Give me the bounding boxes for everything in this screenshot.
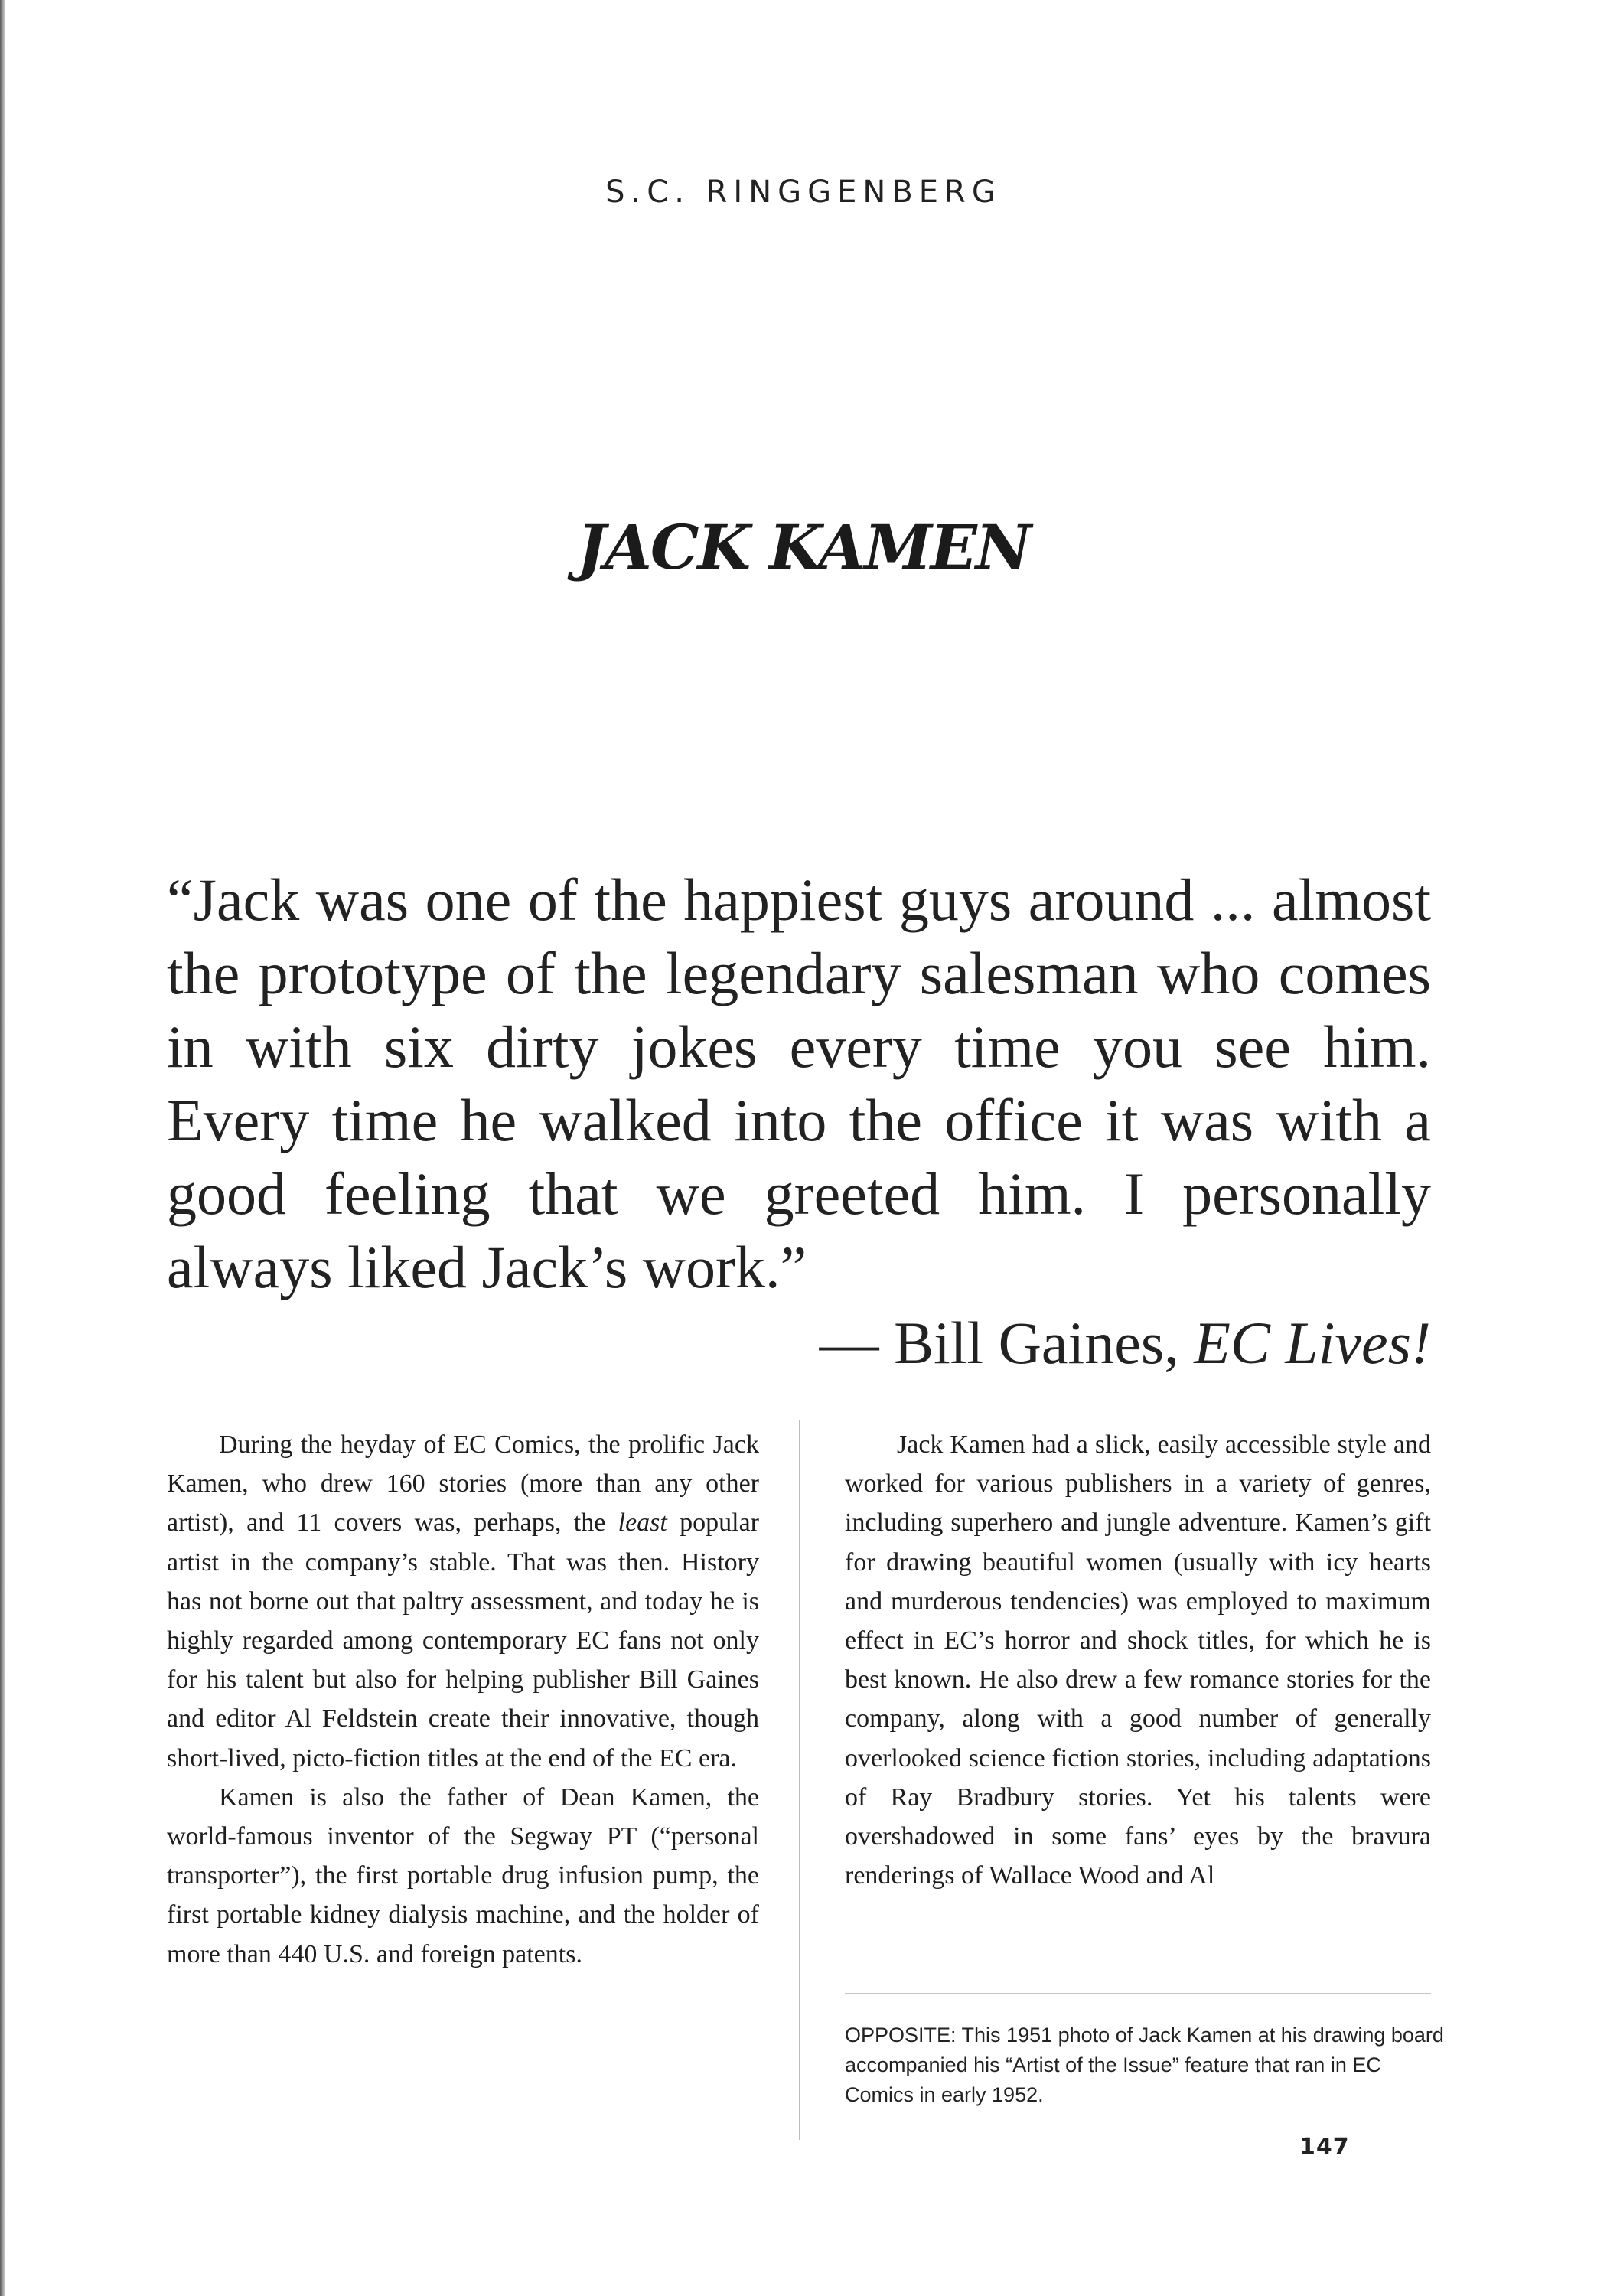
- body-paragraph: Jack Kamen had a slick, easily accessible style and worked for various publishers in a variety of genres, including superhero and jungle adventure. Kamen’s gift for drawing beautiful women (usually with icy hearts and murderous tendencies) was employed to maximum effect in EC’s horror and shock titles, for which he is best known. He also drew a few romance stories for the company, along with a good number of generally overlooked science fiction stories, including adaptations of Ray Bradbury stories. Yet his talents were overshadowed in some fans’ eyes by the bravura renderings of Wallace Wood and Al: [845, 1430, 1431, 1890]
- attribution-author: — Bill Gaines,: [819, 1309, 1195, 1376]
- caption-rule: [845, 1993, 1431, 1994]
- epigraph-quote: “Jack was one of the happiest guys around ... almost the prototype of the legendary salesman who comes in with six dirty jokes every time you see him. Every time he walked into the office it was with a good feeling that we greeted him. I personally always liked Jack’s work.”: [167, 866, 1431, 1300]
- body-column-left: [167, 1425, 759, 1974]
- body-paragraph: Kamen is also the father of Dean Kamen, the world-famous inventor of the Segway PT (“personal transporter”), the first portable drug infusion pump, the first portable kidney dialysis machine, and the holder of more than 440 U.S. and foreign patents.: [167, 1782, 759, 1968]
- quote-attribution: [820, 1309, 1431, 1378]
- column-divider: [799, 1420, 800, 2140]
- author-header: S.C. RINGGENBERG: [605, 174, 1002, 210]
- page-spine-edge: [0, 0, 5, 2296]
- emphasis-word: least: [618, 1508, 667, 1538]
- chapter-title: JACK KAMEN: [577, 511, 1030, 583]
- attribution-source: EC Lives!: [1194, 1309, 1431, 1376]
- page-number: 147: [1299, 2134, 1350, 2161]
- photo-caption: OPPOSITE: This 1951 photo of Jack Kamen at his drawing board accompanied his “Artist of the Issue” feature that ran in EC Comics in early 1952.: [845, 2024, 1444, 2106]
- body-column-right: [845, 1425, 1431, 1895]
- body-paragraph: During the heyday of EC Comics, the prolific Jack Kamen, who drew 160 stories (more than any other artist), and 11 covers was, perhaps, the least popular artist in the company’s stable. That was then. History has not borne out that paltry assessment, and today he is highly regarded among contemporary EC fans not only for his talent but also for helping publisher Bill Gaines and editor Al Feldstein create their innovative, though short-lived, picto-fiction titles at the end of the EC era.: [167, 1430, 760, 1773]
